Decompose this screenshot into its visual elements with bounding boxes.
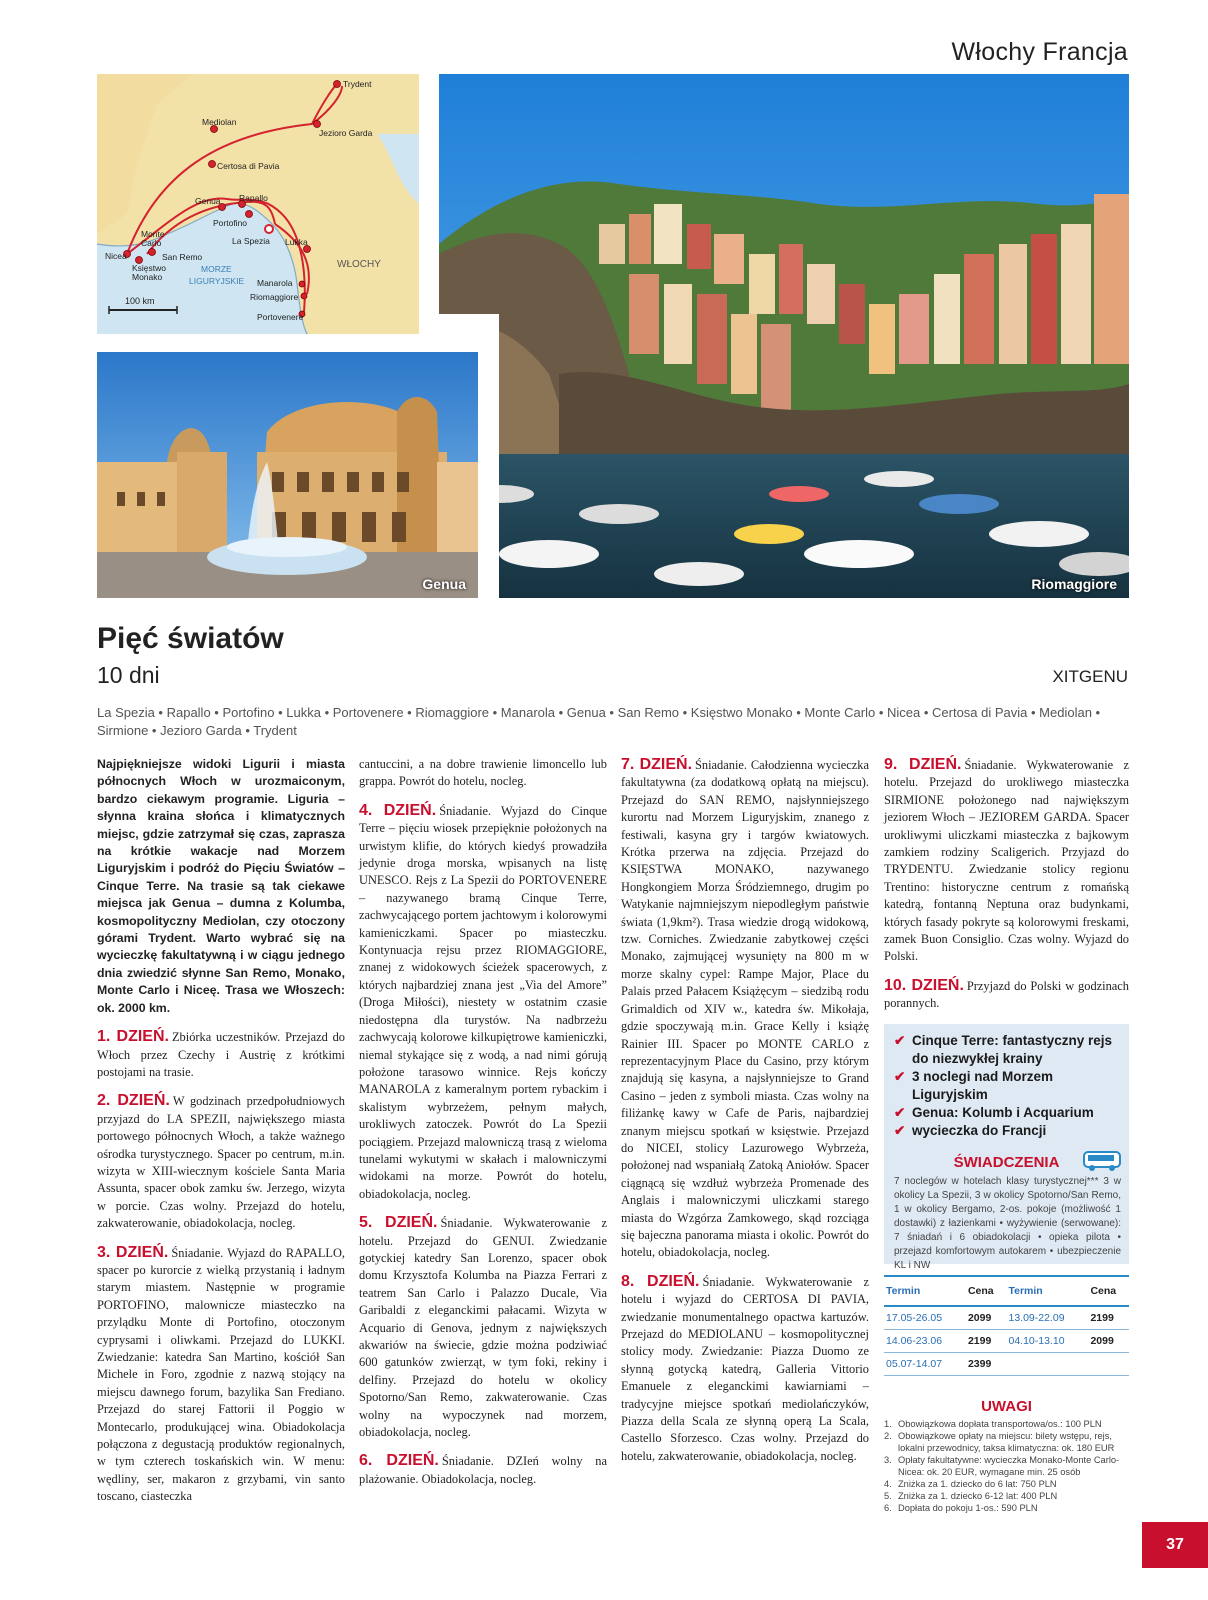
notes-title: UWAGI [981, 1398, 1032, 1415]
day-label: 8. DZIEŃ. [621, 1272, 700, 1290]
day-8 [621, 1273, 869, 1465]
table-header: Cena [966, 1276, 1007, 1306]
svg-text:Lukka: Lukka [285, 237, 308, 247]
check-icon: ✔ [894, 1033, 906, 1048]
svg-text:Certosa di Pavia: Certosa di Pavia [217, 161, 280, 171]
table-row: 05.07-14.07 2399 [884, 1353, 1129, 1376]
day-4 [359, 802, 607, 1203]
photo-caption-genua: Genua [422, 576, 466, 592]
svg-text:Riomaggiore: Riomaggiore [250, 292, 299, 302]
svg-text:WŁOCHY: WŁOCHY [337, 259, 381, 270]
table-header: Termin [884, 1276, 966, 1306]
table-row: 14.06-23.06 2199 04.10-13.10 2099 [884, 1330, 1129, 1353]
svg-text:Monte: Monte [141, 229, 165, 239]
table-row: 17.05-26.05 2099 13.09-22.09 2199 [884, 1306, 1129, 1330]
tour-code: XITGENU [1052, 667, 1128, 686]
map-point-la-spezia [265, 225, 273, 233]
check-icon: ✔ [894, 1105, 906, 1120]
day-label: 10. DZIEŃ. [884, 976, 964, 994]
day-text: Śniadanie. Całodzienna wycieczka fakultatywna (za dodatkową opłatą na miejscu). Przejazd do SAN REMO, najsłynniejszego kurortu nad Morzem Liguryjskim, znanego z festiwali, kasyna gry i targów kwiatowych. Krótka przerwa na zdjęcia. Przejazd do KSIĘSTWA MONAKO, nazywanego Hongkongiem Morza Śródziemnego, drugim po Watykanie najmniejszym niepodległym państwie świata (1,9km²). Trasa wiedzie drogą widokową, tzw. Corniches. Zwiedzanie zabytkowej części Monako, zajmującej wysunięty na 800 m w morze skalny cypel: Rampe Major, Place du Palais przed Pałacem Książęcym – siedzibą rodu Grimaldich od XIV w., katedra św. Mikołaja, gdzie spoczywają m.in. Grace Kelly i książę Rainier III. Spacer po MONTE CARLO z reprezentacyjnym Place du Casino, przy którym znajdują się kasyna, a najsłynniejsze to Grand Casino – jeden z symboli miasta. Czas wolny na filiżankę kawy w Cafe de Paris, najbardziej znanym miejscu spotkań w księstwie. Przejazd do NICEI, stolicy Lazurowego Wybrzeża, położonej nad wspaniałą Zatoką Aniołów. Spacer ciągnącą się wzdłuż wybrzeża Promenade des Anglais i malowniczymi uliczkami starego miasta do Wzgórza Zamkowego, skąd rozciąga się bajeczna panorama miasta i okolic. Powrót do hotelu, obiadokolacja, nocleg. [621, 758, 869, 1260]
svg-text:Mediolan: Mediolan [202, 117, 237, 127]
svg-text:Jezioro Garda: Jezioro Garda [319, 128, 373, 138]
tour-title: Pięć światów [97, 622, 284, 655]
day-text: Śniadanie. Wyjazd do Cinque Terre – pięciu wiosek przepięknie położonych na urwistym klifie, do których kiedyś prowadziła jedynie droga morska, wpisanych na listę UNESCO. Rejs z La Spezii do PORTOVENERE – nazywanego bramą Cinque Terre, zachwycającego portem jachtowym i kolorowymi kamieniczkami. Spacer po miasteczku. Kontynuacja rejsu przez RIOMAGGIORE, znanej z widokowych ścieżek spacerowych, z których najbardziej znana jest „Via del Amore” (Droga Miłości), niestety w ostatnim czasie niedostępna dla turystów. Na nadbrzeżu zachwycają kolorowe kilkupiętrowe kamieniczki, niemal stykające się z wodą, a nad nimi górują położone tarasowo winnice. Rejs kończy MANAROLA z kameralnym portem rybackim i skalistym wybrzeżem, pełnym małych, urokliwych zatoczek. Powrót do La Spezii pociągiem. Przejazd malowniczą trasą z wieloma tunelami wykutymi w skałach i malowniczymi widokami na morze. Powrót do hotelu, obiadokolacja, nocleg. [359, 803, 608, 1201]
day-6 [359, 1452, 607, 1488]
note-item: 2. Obowiązkowe opłaty na miejscu: bilety wstępu, rejs, lokalni przewodnicy, taksa klimatyczna: ok. 180 EUR [884, 1431, 1115, 1453]
svg-text:La Spezia: La Spezia [232, 236, 270, 246]
day-label: 4. DZIEŃ. [359, 801, 437, 819]
svg-text:MORZE: MORZE [201, 264, 232, 274]
intro-text: Najpiękniejsze widoki Ligurii i miasta północnych Włoch w urozmaiconym, bardzo ciekawym programie. Liguria – słynna kraina słońca i klimatycznych miejsc, gdzie zatrzymał się czas, zaprasza na krótkie wakacje nad Morzem Liguryjskim i podróż do Pięciu Światów – Cinque Terre. Na trasie są tak ciekawe miejsca jak Genua – dumna z Kolumba, kosmopolityczny Mediolan, czy otoczony górami Trydent. Warto wybrać się na wycieczkę fakultatywną i w ciągu jednego dnia zwiedzić słynne San Remo, Monako, Monte Carlo i Niceę. Trasa we Włoszech: ok. 2000 km. [97, 757, 345, 1015]
page-header-title: Włochy Francja [951, 38, 1128, 66]
note-item: 4. Zniżka za 1. dziecko do 6 lat: 750 PLN [884, 1479, 1057, 1489]
highlights-panel [884, 1024, 1129, 1271]
svg-text:Rapallo: Rapallo [239, 193, 268, 203]
svg-text:LIGURYJSKIE: LIGURYJSKIE [189, 276, 245, 286]
photo-caption-riomaggiore: Riomaggiore [1031, 576, 1117, 592]
day-text: Śniadanie. DZIeń wolny na plażowanie. Obiadokolacja, nocleg. [359, 1454, 607, 1486]
note-item: 1. Obowiązkowa dopłata transportowa/os.: 100 PLN [884, 1419, 1102, 1429]
page-number: 37 [1142, 1522, 1208, 1568]
day-label: 3. DZIEŃ. [97, 1243, 169, 1261]
map-point-trydent [334, 81, 341, 88]
note-item: 5. Zniżka za 1. dziecko 6-12 lat: 400 PLN [884, 1491, 1058, 1501]
highlight-item: ✔ Cinque Terre: fantastyczny rejs do niezwykłej krainy [894, 1033, 1113, 1066]
map-point-manarola [299, 281, 305, 287]
day-text: Przyjazd do Polski w godzinach porannych. [884, 978, 1129, 1011]
day-text: Śniadanie. Wykwaterowanie z hotelu. Przejazd do GENUI. Zwiedzanie gotyckiej katedry San Lorenzo, spacer obok domu Krzysztofa Kolumba na Piazza Ferrari z teatrem San Carlo i Palazzo Ducale, Via Garibaldi z eleganckimi pałacami. Wizyta w Acquario di Genova, jednym z największych akwariów na świecie, gdzie można podziwiać 600 gatunków zwierząt, w tym foki, rekiny i delfiny. Przejazd do hotelu w okolicy Spotorno/San Remo, zakwaterowanie. Czas wolny na wypoczynek nad morzem, obiadokolacja, nocleg. [359, 1216, 607, 1440]
services-title: ŚWIADCZENIA [884, 1154, 1129, 1171]
day-text: Śniadanie. Wykwaterowanie z hotelu. Przejazd do urokliwego miasteczka SIRMIONE położonego nad największym jeziorem Włoch – JEZIOREM GARDA. Spacer urokliwymi uliczkami miasteczka z bajkowym zamkiem rodziny Scaligerich. Przyjazd do TRYDENTU. Zwiedzanie stolicy regionu Trentino: historyczne centrum z romańską katedrą, fontanną Neptuna oraz budynkami, których fasady pokryte są kolorowymi freskami, zamek Buon Consiglio. Czas wolny. Wyjazd do Polski. [884, 758, 1129, 964]
notes-list [884, 1418, 1129, 1514]
photo-genua [97, 352, 478, 598]
program-column-1 [97, 756, 345, 1506]
day-7 [621, 756, 869, 1262]
highlight-item: ✔ 3 noclegi nad Morzem Liguryjskim [894, 1069, 1054, 1102]
check-icon: ✔ [894, 1069, 906, 1084]
svg-text:Księstwo: Księstwo [132, 263, 167, 273]
highlight-item: ✔ wycieczka do Francji [894, 1123, 1047, 1138]
route-map [97, 74, 419, 334]
svg-text:Portofino: Portofino [213, 218, 248, 228]
day-label: 6. DZIEŃ. [359, 1452, 439, 1470]
tour-duration: 10 dni [97, 662, 160, 688]
table-header: Cena [1088, 1276, 1129, 1306]
tour-route: La Spezia • Rapallo • Portofino • Lukka • Portovenere • Riomaggiore • Manarola • Genua • San Remo • Księstwo Monako • Monte Carlo • Nicea • Certosa di Pavia • Mediolan • Sirmione • Jezioro Garda • Trydent [97, 705, 1101, 738]
map-point-jezioro-garda [314, 121, 321, 128]
svg-text:Carlo: Carlo [141, 238, 162, 248]
bus-icon [1083, 1150, 1121, 1176]
highlight-item: ✔ Genua: Kolumb i Acquarium [894, 1105, 1094, 1120]
day-label: 5. DZIEŃ. [359, 1214, 438, 1232]
day-label: 1. DZIEŃ. [97, 1028, 169, 1046]
program-column-3 [621, 756, 869, 1465]
svg-text:Nicea: Nicea [105, 251, 127, 261]
svg-text:San Remo: San Remo [162, 252, 203, 262]
svg-text:Genua: Genua [195, 196, 221, 206]
services-text: 7 noclegów w hotelach klasy turystycznej*** 3 w okolicy La Spezii, 3 w okolicy Spotorno/San Remo, 1 w okolicy Bergamo, 2-os. pokoje (możliwość 1 dostawki) z łazienkami • wyżywienie (serwowane): 7 śniadań i 6 obiadokolacji • opieka pilota • przejazd komfortowym autokarem • ubezpieczenie KL i NW [894, 1176, 1121, 1271]
day-label: 9. DZIEŃ. [884, 756, 962, 773]
map-point-portofino [246, 211, 253, 218]
day-text: W godzinach przedpołudniowych przyjazd do LA SPEZII, największego miasta portowego północnych Włoch, a także ważnego ośrodka turystycznego. Spacer po centrum, m.in. wizyta w XIII-wiecznym kościele Santa Maria Assunta, spacer obok zamku św. Jerzego, wizyta w porcie. Czas wolny. Przejazd do hotelu, zakwaterowanie, obiadokolacja, nocleg. [97, 1094, 346, 1231]
photo-riomaggiore [439, 74, 1129, 598]
day-text: Zbiórka uczestników. Przejazd do Włoch przez Czechy i Austrię z krótkimi postojami na trasie. [97, 1030, 345, 1079]
svg-text:Portovenere: Portovenere [257, 312, 304, 322]
day-text: Śniadanie. Wykwaterowanie z hotelu i wyjazd do CERTOSA DI PAVIA, zwiedzanie monumentalnego opactwa kartuzów. Przejazd do MEDIOLANU – kosmopolitycznej stolicy mody. Zwiedzanie: Piazza Duomo ze słynną gotycką katedrą, Galleria Vittorio Emanuele z eleganckimi kawiarniami – tradycyjne miejsce spotkań mediolańczyków, Piazza della Scala ze słynną operą La Scala, Castello Sforzesco. Czas wolny. Przejazd do hotelu, zakwaterowanie, obiadokolacja, nocleg. [621, 1274, 869, 1463]
day-text: Śniadanie. Wyjazd do RAPALLO, spacer po kurorcie z wielką przystanią i ładnym starym miastem. Następnie w programie PORTOFINO, malownicze miasteczko na przylądku Monte di Portofino, otoczonym cyprysami i oliwkami. Przejazd do LUKKI. Zwiedzanie: katedra San Martino, kościół San Michele in Foro, zgodnie z nazwą stojący na miejscu dawnego forum, bazylika San Frediano. Przejazd do starej Fattorii il Poggio w Montecarlo, produkującej wina. Obiadokolacja połączona z degustacją produktów regionalnych, w tym czterech toskańskich win. W menu: wędliny, ser, makaron z grzybami, vin santo toscano, ciasteczka [97, 1245, 345, 1504]
program-column-4 [884, 756, 1129, 1013]
table-header: Termin [1006, 1276, 1088, 1306]
map-point-san-remo [149, 249, 156, 256]
day-label: 2. DZIEŃ. [97, 1092, 170, 1110]
map-point-certosa [209, 161, 216, 168]
highlights-list [884, 1024, 1129, 1140]
map-point-riomaggiore [301, 293, 307, 299]
day-10 [884, 977, 1129, 1013]
check-icon: ✔ [894, 1123, 906, 1138]
program-column-2 [359, 756, 607, 1488]
svg-text:Monako: Monako [132, 272, 163, 282]
day-9 [884, 756, 1129, 966]
note-item: 6. Dopłata do pokoju 1-os.: 590 PLN [884, 1503, 1038, 1513]
svg-text:Trydent: Trydent [343, 79, 372, 89]
svg-text:Manarola: Manarola [257, 278, 293, 288]
day-5 [359, 1214, 607, 1441]
day-2 [97, 1092, 345, 1232]
day-3-continued: cantuccini, a na dobre trawienie limoncello lub grappa. Powrót do hotelu, nocleg. [359, 757, 607, 789]
svg-text:100 km: 100 km [125, 296, 155, 306]
price-table [884, 1275, 1129, 1376]
day-label: 7. DZIEŃ. [621, 756, 693, 773]
day-3 [97, 1244, 345, 1506]
note-item: 3. Opłaty fakultatywne: wycieczka Monako-Monte Carlo-Nicea: ok. 20 EUR, wymagane min. 25 osób [884, 1455, 1120, 1477]
day-1 [97, 1028, 345, 1081]
